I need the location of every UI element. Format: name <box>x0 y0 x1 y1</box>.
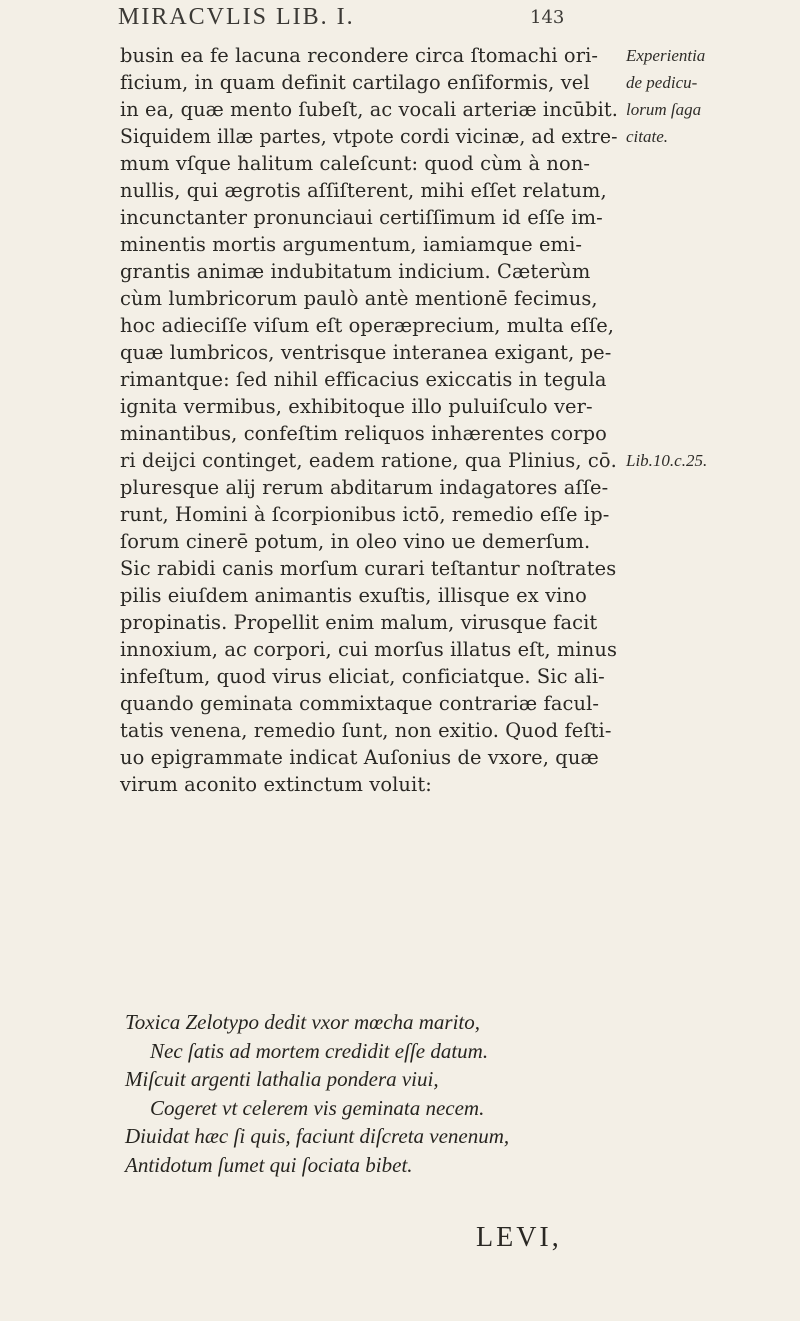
running-header <box>118 4 738 34</box>
margin-note: citate. <box>626 127 669 146</box>
text-line: ſorum cinerē potum, in oleo vino ue demerſum. <box>120 530 591 553</box>
text-line: rimantque: ſed nihil efficacius exiccatis in tegula <box>120 368 607 391</box>
verse-line: Diuidat hæc ſi quis, faciunt diſcreta venenum, <box>125 1124 510 1148</box>
text-line: pilis eiuſdem animantis exuſtis, illisque ex vino <box>120 584 587 607</box>
text-line: quando geminata commixtaque contrariæ facul- <box>120 692 600 715</box>
verse-line: Cogeret vt celerem vis geminata necem. <box>150 1095 485 1120</box>
text-line: tatis venena, remedio ſunt, non exitio. Quod feſti- <box>120 719 612 742</box>
verse-line: Toxica Zelotypo dedit vxor mœcha marito, <box>125 1010 481 1034</box>
text-line: nullis, qui ægrotis aſſiſterent, mihi eſſet relatum, <box>120 179 607 202</box>
text-line: runt, Homini à ſcorpionibus ictō, remedio eſſe ip- <box>120 503 610 526</box>
text-line: in ea, quæ mento ſubeſt, ac vocali arteriæ incūbit. <box>120 98 618 121</box>
text-line: uo epigrammate indicat Auſonius de vxore, quæ <box>120 746 599 769</box>
verse-line: Miſcuit argenti lathalia pondera viui, <box>125 1067 439 1091</box>
text-line: virum aconito extinctum voluit: <box>120 773 432 796</box>
margin-note: lorum ſaga <box>626 100 702 119</box>
text-line: quæ lumbricos, ventrisque interanea exigant, pe- <box>120 341 612 364</box>
text-line: hoc adieciſſe viſum eſt operæprecium, multa eſſe, <box>120 314 615 337</box>
text-line: minentis mortis argumentum, iamiamque emi- <box>120 233 583 256</box>
text-line: grantis animæ indubitatum indicium. Cæterùm <box>120 260 591 283</box>
text-line: incunctanter pronunciaui certiſſimum id eſſe im- <box>120 206 603 229</box>
text-line: ri deijci continget, eadem ratione, qua Plinius, cō. <box>120 449 617 472</box>
text-line: innoxium, ac corpori, cui morſus illatus eſt, minus <box>120 638 618 661</box>
page-number: 143 <box>530 7 565 28</box>
verse-line: Nec ſatis ad mortem credidit eſſe datum. <box>150 1038 489 1063</box>
text-line: ignita vermibus, exhibitoque illo puluiſculo ver- <box>120 395 593 418</box>
text-line: busin ea fe lacuna recondere circa ſtomachi ori- <box>120 44 599 67</box>
text-line: Sic rabidi canis morſum curari teſtantur noſtrates <box>120 557 617 580</box>
margin-note-citation: Lib.10.c.25. <box>626 451 708 470</box>
text-line: pluresque alij rerum abditarum indagatores aſſe- <box>120 476 609 499</box>
epigram-verse <box>125 1008 765 1179</box>
main-text <box>120 42 620 798</box>
running-title: MIRACVLIS LIB. I. <box>118 4 355 30</box>
text-line: ficium, in quam definit cartilago enſiformis, vel <box>120 71 590 94</box>
text-line: cùm lumbricorum paulò antè mentionē fecimus, <box>120 287 598 310</box>
catchword: LEVI, <box>476 1222 562 1253</box>
margin-note: Experientia <box>626 46 706 65</box>
text-line: infeſtum, quod virus eliciat, conficiatque. Sic ali- <box>120 665 605 688</box>
text-line: propinatis. Propellit enim malum, virusque facit <box>120 611 598 634</box>
verse-line: Antidotum ſumet qui ſociata bibet. <box>125 1152 413 1177</box>
text-line: mum vſque halitum caleſcunt: quod cùm à non- <box>120 152 591 175</box>
text-line: Siquidem illæ partes, vtpote cordi vicinæ, ad extre- <box>120 125 618 148</box>
text-line: minantibus, confeſtim reliquos inhærentes corpo <box>120 422 607 445</box>
margin-note: de pedicu- <box>626 73 698 92</box>
